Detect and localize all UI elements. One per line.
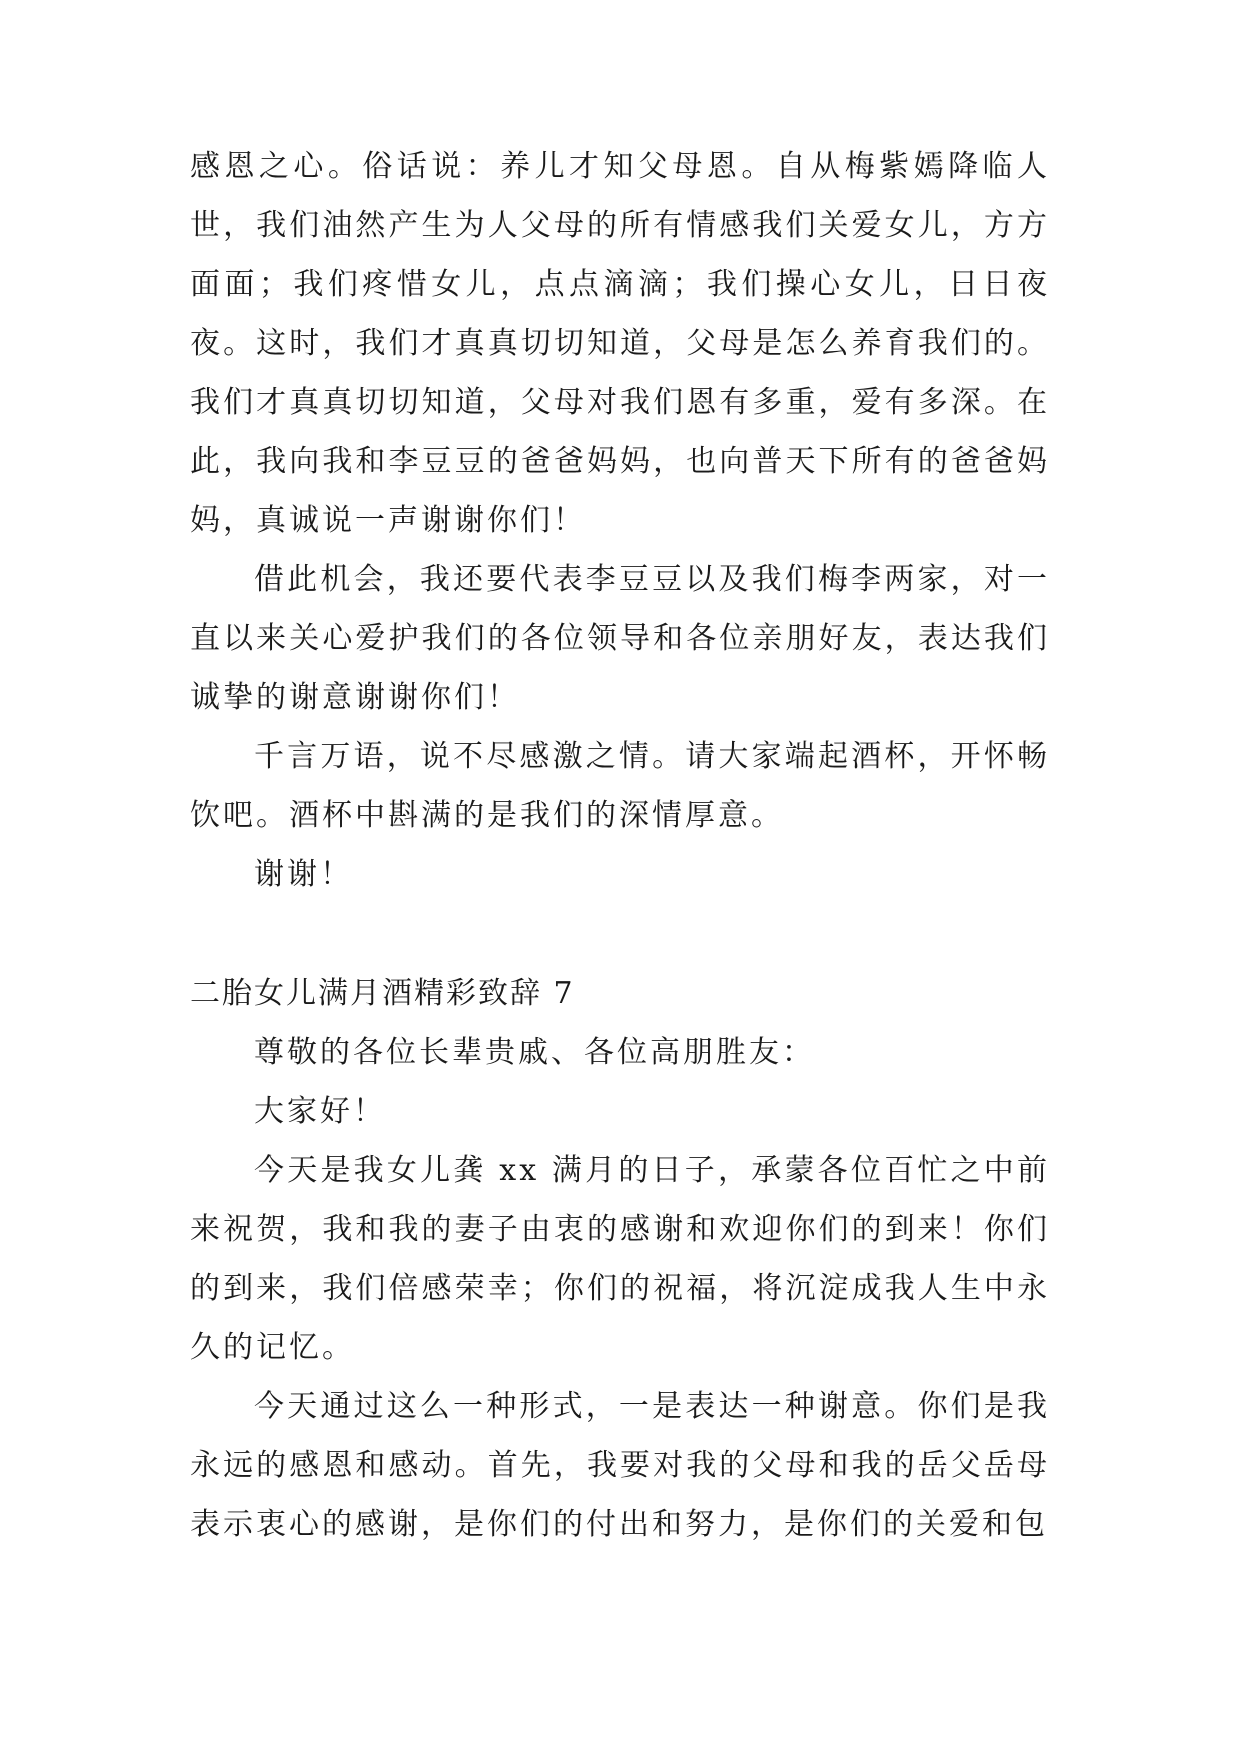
paragraph-toast: 千言万语，说不尽感激之情。请大家端起酒杯，开怀畅饮吧。酒杯中斟满的是我们的深情厚意。 [190,739,1050,833]
paragraph-thanks-friends: 借此机会，我还要代表李豆豆以及我们梅李两家，对一直以来关心爱护我们的各位领导和各位亲朋好友，表达我们诚挚的谢意谢谢你们！ [190,562,1050,715]
section-b [190,964,1050,1554]
paragraph-continuation: 感恩之心。俗话说：养儿才知父母恩。自从梅紫嫣降临人世，我们油然产生为人父母的所有情感我们关爱女儿，方方面面；我们疼惜女儿，点点滴滴；我们操心女儿，日日夜夜。这时，我们才真真切切知道，父母是怎么养育我们的。我们才真真切切知道，父母对我们恩有多重，爱有多深。在此，我向我和李豆豆的爸爸妈妈，也向普天下所有的爸爸妈妈，真诚说一声谢谢你们！ [190,149,1050,538]
paragraph-salutation: 尊敬的各位长辈贵戚、各位高朋胜友： [254,1035,815,1070]
section-a [190,137,1050,904]
paragraph-greeting: 大家好！ [254,1094,386,1129]
section-heading: 二胎女儿满月酒精彩致辞 7 [190,976,575,1011]
paragraph-welcome: 今天是我女儿龚 xx 满月的日子，承蒙各位百忙之中前来祝贺，我和我的妻子由衷的感谢和欢迎你们的到来！你们的到来，我们倍感荣幸；你们的祝福，将沉淀成我人生中永久的记忆。 [190,1153,1050,1365]
paragraph-closing: 谢谢！ [254,857,353,892]
paragraph-gratitude: 今天通过这么一种形式，一是表达一种谢意。你们是我永远的感恩和感动。首先，我要对我的父母和我的岳父岳母表示衷心的感谢，是你们的付出和努力，是你们的关爱和包 [190,1389,1050,1542]
